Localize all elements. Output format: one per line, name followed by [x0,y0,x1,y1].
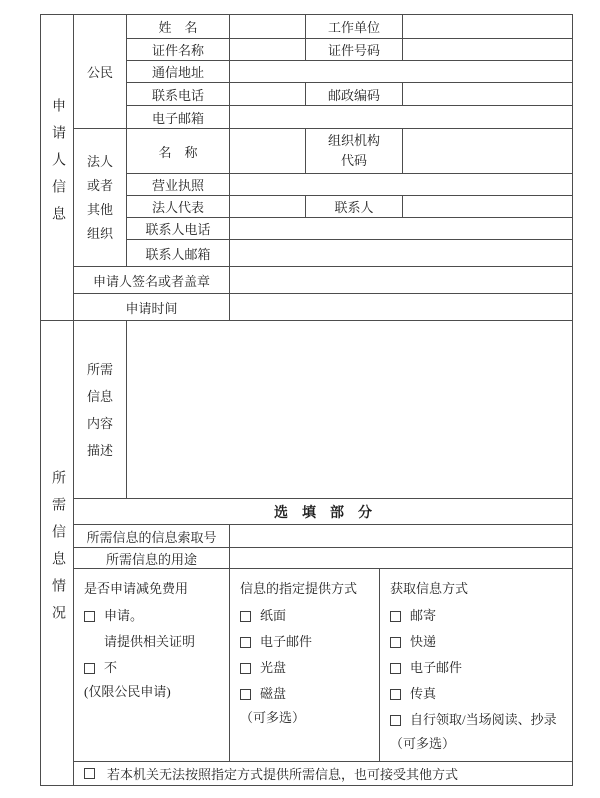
provide-option-disk: 磁盘 [240,681,371,707]
citizen-group-label: 公民 [86,65,113,80]
provide-disk-checkbox[interactable] [240,689,251,700]
field-label-purpose: 所需信息的用途 [74,548,230,569]
provide-option-paper: 纸面 [240,603,371,629]
description-input-cell[interactable] [127,321,573,499]
group-label-citizen [74,15,127,129]
row-index-number [41,525,573,548]
fallback-option-cell [74,762,573,786]
section-label-applicant-info [41,15,74,321]
optional-section-header: 选 填 部 分 [74,499,573,525]
contact-input-cell[interactable] [403,196,573,218]
field-label-employer: 工作单位 [306,15,403,39]
obtain-express-checkbox[interactable] [390,637,401,648]
obtain-option-fax: 传真 [390,681,564,707]
obtain-option-email: 电子邮件 [390,655,564,681]
obtain-email-checkbox[interactable] [390,663,401,674]
field-label-org-name: 名 称 [127,129,230,174]
provide-option-email: 电子邮件 [240,629,371,655]
row-signature [41,267,573,294]
needed-section-vertical-label: 所需信息情况 [50,469,65,632]
field-label-representative: 法人代表 [127,196,230,218]
obtain-fax-checkbox[interactable] [390,689,401,700]
field-label-index-number: 所需信息的信息索取号 [74,525,230,548]
fee-no-checkbox[interactable] [84,663,95,674]
field-label-contact-phone: 联系人电话 [127,218,230,240]
field-label-name: 姓 名 [127,15,230,39]
fee-apply-checkbox[interactable] [84,611,95,622]
provide-option-cd: 光盘 [240,655,371,681]
applicant-section-vertical-label: 申请人信息 [50,97,65,233]
provide-email-checkbox[interactable] [240,637,251,648]
obtain-self-pickup-checkbox[interactable] [390,715,401,726]
obtain-method-panel [380,569,573,762]
row-citizen-name [41,15,573,39]
application-form-table [40,14,573,786]
fallback-option-label: 若本机关无法按照指定方式提供所需信息，也可接受其他方式 [107,767,459,782]
obtain-method-title: 获取信息方式 [390,581,469,596]
obtain-panel-note: （可多选） [390,736,456,751]
provide-method-panel [230,569,380,762]
fee-panel-note: (仅限公民申请) [84,684,171,699]
fee-option-apply: 申请。 [84,603,221,629]
field-label-org-code: 组织机构 代码 [306,129,403,174]
field-label-signature: 申请人签名或者盖章 [74,267,230,294]
field-label-apply-time: 申请时间 [74,294,230,321]
row-optional-header [41,499,573,525]
field-label-contact: 联系人 [306,196,403,218]
obtain-option-express: 快递 [390,629,564,655]
apply-time-input-cell[interactable] [230,294,573,321]
fee-waiver-panel [74,569,230,762]
name-input-cell[interactable] [230,15,306,39]
group-label-organization [74,129,127,267]
row-apply-time [41,294,573,321]
address-input-cell[interactable] [230,61,573,83]
id-type-input-cell[interactable] [230,39,306,61]
fallback-checkbox[interactable] [84,768,95,779]
field-label-email: 电子邮箱 [127,106,230,129]
fee-option-no: 不 [84,655,221,681]
fallback-option [84,764,572,783]
field-label-contact-email: 联系人邮箱 [127,240,230,267]
index-number-input-cell[interactable] [230,525,573,548]
provide-cd-checkbox[interactable] [240,663,251,674]
employer-input-cell[interactable] [403,15,573,39]
org-name-input-cell[interactable] [230,129,306,174]
field-label-description: 所需 信息 内容 描述 [74,321,127,499]
fee-waiver-title: 是否申请减免费用 [84,581,189,596]
representative-input-cell[interactable] [230,196,306,218]
section-label-needed-info [41,321,74,786]
row-org-name [41,129,573,174]
field-label-license: 营业执照 [127,174,230,196]
obtain-mail-checkbox[interactable] [390,611,401,622]
field-label-id-number: 证件号码 [306,39,403,61]
id-number-input-cell[interactable] [403,39,573,61]
email-input-cell[interactable] [230,106,573,129]
obtain-option-self-pickup: 自行领取/当场阅读、抄录 [390,707,564,733]
field-label-phone: 联系电话 [127,83,230,106]
row-description [41,321,573,499]
org-code-input-cell[interactable] [403,129,573,174]
field-label-id-type: 证件名称 [127,39,230,61]
license-input-cell[interactable] [230,174,573,196]
contact-email-input-cell[interactable] [230,240,573,267]
field-label-postcode: 邮政编码 [306,83,403,106]
provide-method-title: 信息的指定提供方式 [240,581,358,596]
provide-paper-checkbox[interactable] [240,611,251,622]
org-group-label: 法人 或者 其他 组织 [86,153,113,241]
field-label-address: 通信地址 [127,61,230,83]
phone-input-cell[interactable] [230,83,306,106]
row-options [41,569,573,762]
purpose-input-cell[interactable] [230,548,573,569]
obtain-option-mail: 邮寄 [390,603,564,629]
contact-phone-input-cell[interactable] [230,218,573,240]
postcode-input-cell[interactable] [403,83,573,106]
provide-panel-note: （可多选） [240,710,306,725]
row-fallback [41,762,573,786]
signature-input-cell[interactable] [230,267,573,294]
fee-apply-proof-note: 请提供相关证明 [104,634,196,649]
row-purpose [41,548,573,569]
